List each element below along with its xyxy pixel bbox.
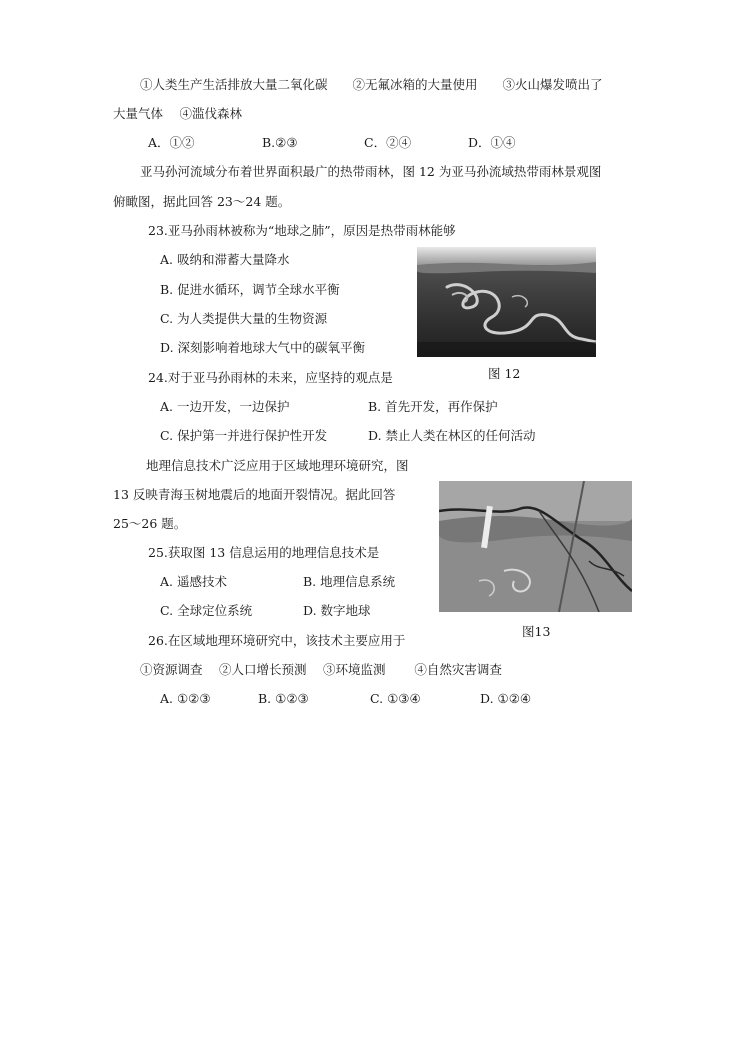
figure-13-caption: 图13 xyxy=(522,624,551,639)
q26-option-d: D. ①②④ xyxy=(480,691,532,706)
q25-option-d: D. 数字地球 xyxy=(303,603,371,618)
intro-25-26-line2: 13 反映青海玉树地震后的地面开裂情况。据此回答 xyxy=(113,487,396,502)
rainforest-aerial-photo xyxy=(417,247,596,357)
intro-23-24-line1: 亚马孙河流域分布着世界面积最广的热带雨林，图 12 为亚马孙流域热带雨林景观图 xyxy=(140,164,602,179)
q22-option-b: B.②③ xyxy=(262,135,298,150)
q23-option-d: D. 深刻影响着地球大气中的碳氧平衡 xyxy=(160,340,366,355)
q25-stem: 25.获取图 13 信息运用的地理信息技术是 xyxy=(148,545,380,560)
q26-option-a: A. ①②③ xyxy=(160,691,211,706)
earthquake-satellite-image xyxy=(439,481,632,612)
intro-25-26-line1: 地理信息技术广泛应用于区域地理环境研究，图 xyxy=(146,458,409,473)
q24-option-a: A. 一边开发，一边保护 xyxy=(160,399,290,414)
q24-option-b: B. 首先开发，再作保护 xyxy=(368,399,498,414)
q24-option-d: D. 禁止人类在林区的任何活动 xyxy=(368,428,536,443)
intro-25-26-line3: 25～26 题。 xyxy=(113,516,187,531)
q23-stem: 23.亚马孙雨林被称为“地球之肺”，原因是热带雨林能够 xyxy=(148,223,456,238)
figure-12-caption: 图 12 xyxy=(488,366,521,381)
q26-items: ①资源调查 ②人口增长预测 ③环境监测 ④自然灾害调查 xyxy=(140,662,502,677)
q25-option-a: A. 遥感技术 xyxy=(160,574,227,589)
q24-option-c: C. 保护第一并进行保护性开发 xyxy=(160,428,328,443)
q26-option-c: C. ①③④ xyxy=(370,691,421,706)
q24-stem: 24.对于亚马孙雨林的未来，应坚持的观点是 xyxy=(148,370,393,385)
q25-option-c: C. 全球定位系统 xyxy=(160,603,253,618)
intro-23-24-line2: 俯瞰图，据此回答 23～24 题。 xyxy=(113,194,291,209)
q22-stem-line2: 大量气体 ④滥伐森林 xyxy=(113,106,242,121)
q26-stem: 26.在区域地理环境研究中，该技术主要应用于 xyxy=(148,633,406,648)
q22-option-a: A．①② xyxy=(148,135,195,150)
q22-option-c: C．②④ xyxy=(364,135,412,150)
q26-option-b: B. ①②③ xyxy=(258,691,309,706)
q22-option-d: D．①④ xyxy=(468,135,516,150)
q25-option-b: B. 地理信息系统 xyxy=(303,574,396,589)
q22-stem-line1: ①人类生产生活排放大量二氧化碳 ②无氟冰箱的大量使用 ③火山爆发喷出了 xyxy=(140,77,603,92)
q23-option-c: C. 为人类提供大量的生物资源 xyxy=(160,311,328,326)
q23-option-a: A. 吸纳和滞蓄大量降水 xyxy=(160,252,290,267)
q23-option-b: B. 促进水循环，调节全球水平衡 xyxy=(160,282,340,297)
